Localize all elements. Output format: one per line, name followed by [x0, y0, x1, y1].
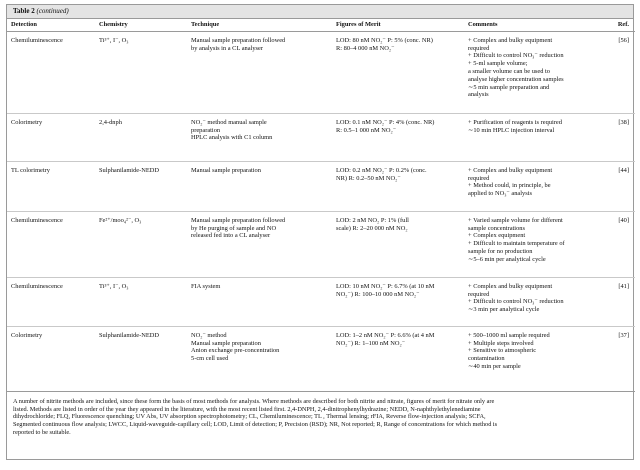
- merit-line: LOD: 2 nM NO₂ P: 1% (full: [336, 216, 409, 224]
- cell-ref: [56]: [609, 31, 635, 113]
- cell-ref: [44]: [609, 161, 635, 211]
- cell-technique: [187, 161, 332, 211]
- table-row: [7, 211, 635, 277]
- comment-line: + Varied sample volume for different: [468, 216, 563, 224]
- technique-line: Manual sample preparation followed: [191, 216, 286, 224]
- comment-line: + Complex and bulky equipment: [468, 282, 553, 290]
- comment-line: a smaller volume can be used to: [468, 67, 550, 75]
- comment-line: analyse higher concentration samples: [468, 75, 564, 83]
- cell-ref: [38]: [609, 113, 635, 161]
- cell-chemistry: Fe²⁺/moo₄²⁻, O₃: [95, 211, 187, 277]
- technique-line: HPLC analysis with C1 column: [191, 134, 273, 142]
- cell-technique: [187, 326, 332, 391]
- cell-detection: Chemiluminescence: [7, 277, 95, 326]
- comment-line: contamination: [468, 355, 505, 363]
- cell-chemistry: Ti³⁺, I⁻, O₃: [95, 277, 187, 326]
- header-figures-of-merit: Figures of Merit: [332, 19, 464, 31]
- table-page: [6, 4, 634, 460]
- cell-detection: Colorimetry: [7, 326, 95, 391]
- cell-comments: [464, 211, 609, 277]
- technique-line: Manual sample preparation followed: [191, 36, 286, 44]
- comment-line: ∼5–6 min per analytical cycle: [468, 255, 546, 263]
- cell-ref: [37]: [609, 326, 635, 391]
- merit-line: NO₂⁻) R: 100–10 000 nM NO₂⁻: [336, 290, 420, 298]
- cell-figures-of-merit: [332, 161, 464, 211]
- table-continued-note: (continued): [36, 7, 69, 15]
- comment-line: required: [468, 290, 490, 298]
- comment-line: required: [468, 174, 490, 182]
- table-row: [7, 31, 635, 113]
- table-row: [7, 277, 635, 326]
- merit-line: LOD: 80 nM NO₂⁻ P: 5% (conc. NR): [336, 36, 433, 44]
- footnote-line: Segmented continuous flow analysis; LWCC, Liquid-waveguide-capillary cell; LOD, Limit of detection; P, Precision (RSD); NR, Not reported; R, Range of concentrations for which method is: [13, 421, 498, 429]
- footnote-line: A number of nitrite methods are included, since these form the basis of most methods for analysis. Where methods are described for both nitrite and nitrate, figures of merit for nitrate only are: [13, 397, 495, 405]
- footnote-line: reported to be suitable.: [13, 428, 71, 436]
- comment-line: + Purification of reagents is required: [468, 118, 562, 126]
- cell-comments: [464, 326, 609, 391]
- technique-line: by analysis in a CL analyser: [191, 44, 263, 52]
- merit-line: scale) R: 2–20 000 nM NO₂: [336, 224, 408, 232]
- merit-line: R: 80–4 000 nM NO₂⁻: [336, 44, 395, 52]
- cell-comments: [464, 277, 609, 326]
- comment-line: + Complex and bulky equipment: [468, 166, 553, 174]
- header-technique: Technique: [187, 19, 332, 31]
- comment-line: + Complex equipment: [468, 232, 526, 240]
- technique-line: NO₂⁻ method: [191, 331, 227, 339]
- cell-ref: [40]: [609, 211, 635, 277]
- footnote-line: listed. Methods are listed in order of the year they appeared in the literature, with the most recent listed first. 2,4-DNPH, 2,4-dinitrophenylhydrazine; NEDD, N-naphthylethylenediamine: [13, 405, 481, 413]
- header-row: [7, 19, 635, 31]
- technique-line: FIA system: [191, 282, 221, 290]
- cell-technique: [187, 277, 332, 326]
- comment-line: required: [468, 44, 490, 52]
- technique-line: Anion exchange pre-concentration: [191, 347, 280, 355]
- merit-line: LOD: 0.1 nM NO₂⁻ P: 4% (conc. NR): [336, 118, 435, 126]
- cell-comments: [464, 113, 609, 161]
- footnote-line: dihydrochloride; FLQ, Fluorescence quenching; UV Abs, UV absorption spectrophotometry; CL, Chemiluminescence; TL , Thermal lensing; rFIA, Reverse flow-injection analysis; SCFA,: [13, 413, 486, 421]
- cell-detection: Chemiluminescence: [7, 31, 95, 113]
- cell-chemistry: Ti³⁺, I⁻, O₃: [95, 31, 187, 113]
- merit-line: LOD: 1–2 nM NO₂⁻ P: 6.6% (at 4 nM: [336, 331, 435, 339]
- cell-technique: [187, 211, 332, 277]
- technique-line: NO₂⁻ method manual sample: [191, 118, 267, 126]
- merit-line: LOD: 0.2 nM NO₂⁻ P: 0.2% (conc.: [336, 166, 427, 174]
- methods-table: [7, 19, 635, 392]
- cell-comments: [464, 161, 609, 211]
- comment-line: sample for no production: [468, 247, 533, 255]
- comment-line: + Difficult to maintain temperature of: [468, 240, 565, 248]
- table-row: [7, 161, 635, 211]
- cell-figures-of-merit: [332, 211, 464, 277]
- technique-line: Manual sample preparation: [191, 339, 261, 347]
- comment-line: + Difficult to control NO₃⁻ reduction: [468, 298, 564, 306]
- header-comments: Comments: [464, 19, 609, 31]
- table-label: Table 2: [13, 7, 35, 15]
- comment-line: + 500–1000 ml sample required: [468, 331, 550, 339]
- technique-line: Manual sample preparation: [191, 166, 261, 174]
- comment-line: sample concentrations: [468, 224, 525, 232]
- cell-chemistry: Sulphanilamide-NEDD: [95, 326, 187, 391]
- header-chemistry: Chemistry: [95, 19, 187, 31]
- header-detection: Detection: [7, 19, 95, 31]
- table-row: [7, 113, 635, 161]
- cell-detection: Colorimetry: [7, 113, 95, 161]
- comment-line: + Complex and bulky equipment: [468, 36, 553, 44]
- merit-line: NR) R: 0.2–50 nM NO₂⁻: [336, 174, 401, 182]
- comment-line: + Difficult to control NO₃⁻ reduction: [468, 52, 564, 60]
- cell-detection: TL colorimetry: [7, 161, 95, 211]
- merit-line: LOD: 10 nM NO₂⁻ P: 6.7% (at 10 nM: [336, 282, 435, 290]
- cell-figures-of-merit: [332, 113, 464, 161]
- technique-line: released fed into a CL analyser: [191, 232, 271, 240]
- cell-ref: [41]: [609, 277, 635, 326]
- comment-line: + Multiple steps involved: [468, 339, 534, 347]
- cell-comments: [464, 31, 609, 113]
- comment-line: ∼3 min per analytical cycle: [468, 306, 540, 314]
- comment-line: analysis: [468, 91, 489, 99]
- comment-line: + Sensitive to atmospheric: [468, 347, 537, 355]
- merit-line: R: 0.5–1 000 nM NO₂⁻: [336, 126, 397, 134]
- comment-line: ∼5 min sample preparation and: [468, 83, 550, 91]
- technique-line: by He purging of sample and NO: [191, 224, 277, 232]
- cell-technique: [187, 31, 332, 113]
- comment-line: + 5-ml sample volume;: [468, 60, 528, 68]
- technique-line: 5-cm cell used: [191, 355, 229, 363]
- table-row: [7, 326, 635, 391]
- cell-detection: Chemiluminescence: [7, 211, 95, 277]
- technique-line: preparation: [191, 126, 221, 134]
- table-caption: [7, 5, 633, 19]
- merit-line: NO₂⁻) R: 1–100 nM NO₂⁻: [336, 339, 406, 347]
- cell-technique: [187, 113, 332, 161]
- table-footnote: [7, 392, 633, 437]
- header-ref: Ref.: [609, 19, 635, 31]
- comment-line: ∼40 min per sample: [468, 362, 521, 370]
- cell-figures-of-merit: [332, 326, 464, 391]
- cell-figures-of-merit: [332, 277, 464, 326]
- comment-line: applied to NO₃⁻ analysis: [468, 190, 532, 198]
- cell-figures-of-merit: [332, 31, 464, 113]
- cell-chemistry: 2,4-dnph: [95, 113, 187, 161]
- comment-line: ∼10 min HPLC injection interval: [468, 126, 555, 134]
- cell-chemistry: Sulphanilamide-NEDD: [95, 161, 187, 211]
- comment-line: + Method could, in principle, be: [468, 182, 551, 190]
